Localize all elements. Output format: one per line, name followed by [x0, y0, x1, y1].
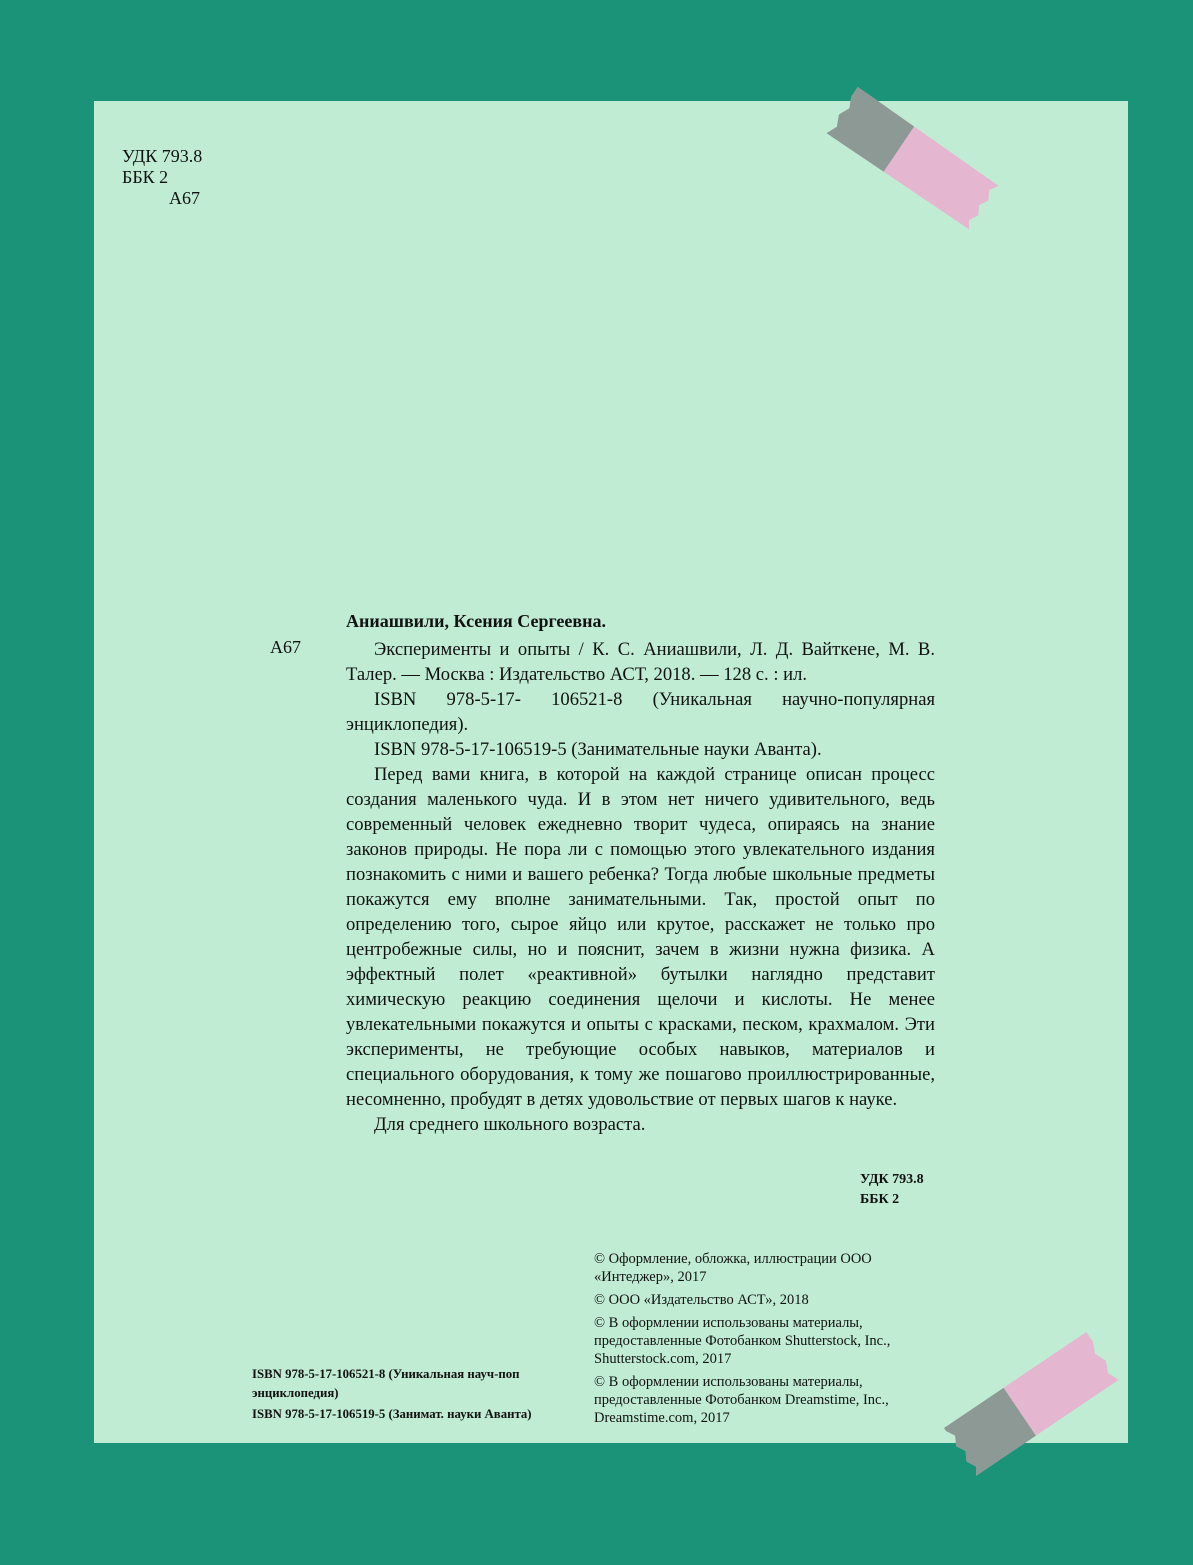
isbn-line: ISBN 978-5-17-106519-5 (Занимат. науки Аванта) — [252, 1407, 532, 1421]
isbn-line: ISBN 978-5-17-106521-8 (Уникальная науч-поп энциклопедия) — [252, 1367, 520, 1400]
copyright-line: © ООО «Издательство АСТ», 2018 — [594, 1292, 809, 1308]
author-mark: А67 — [169, 188, 200, 208]
copyright-block — [594, 1250, 944, 1432]
bbk-code: ББК 2 — [122, 167, 169, 187]
udk-code: УДК 793.8 — [122, 146, 203, 166]
udk-code-bottom: УДК 793.8 — [860, 1172, 924, 1187]
age-note: Для среднего школьного возраста. — [374, 1114, 646, 1135]
copyright-line: © Оформление, обложка, иллюстрации ООО «Интеджер», 2017 — [594, 1251, 872, 1285]
bbk-code-bottom: ББК 2 — [860, 1192, 900, 1207]
bibliographic-description: Эксперименты и опыты / К. С. Аниашвили, Л. Д. Вайткене, М. В. Талер. — Москва : Издательство АСТ, 2018. — 128 с. : ил. — [346, 639, 935, 685]
copyright-line: © В оформлении использованы материалы, предоставленные Фотобанком Shutterstock, Inc., Shutterstock.com, 2017 — [594, 1315, 891, 1367]
author-mark-left: А67 — [270, 637, 301, 657]
copyright-line: © В оформлении использованы материалы, предоставленные Фотобанком Dreamstime, Inc., Dreamstime.com, 2017 — [594, 1374, 889, 1426]
isbn-line-1: ISBN 978-5-17- 106521-8 (Уникальная научно-популярная энциклопедия). — [346, 689, 935, 735]
author-name: Аниашвили, Ксения Сергеевна. — [346, 611, 607, 631]
classification-footer — [860, 1170, 924, 1210]
classification-header — [122, 146, 202, 209]
annotation: Перед вами книга, в которой на каждой странице описан процесс создания маленького чуда. И в этом нет ничего удивительного, ведь современный человек ежедневно творит чудеса, опираясь на знание законов природы. Не пора ли с помощью этого увлекательного издания познакомить с ними и вашего ребенка? Тогда любые школьные предметы покажутся ему вполне занимательными. Так, простой опыт по определению того, сырое яйцо или крутое, расскажет не только про центробежные силы, но и пояснит, зачем в жизни нужна физика. А эффектный полет «реактивной» бутылки наглядно представит химическую реакцию соединения щелочи и кислоты. Не менее увлекательными покажутся и опыты с красками, песком, крахмалом. Эти эксперименты, не требующие особых навыков, материалов и специального оборудования, к тому же пошагово проиллюстрированные, несомненно, пробудят в детях удовольствие от первых шагов к науке. — [346, 764, 935, 1110]
catalog-entry — [346, 637, 935, 1137]
isbn-line-2: ISBN 978-5-17-106519-5 (Занимательные науки Аванта). — [374, 739, 822, 760]
isbn-block — [252, 1365, 582, 1426]
